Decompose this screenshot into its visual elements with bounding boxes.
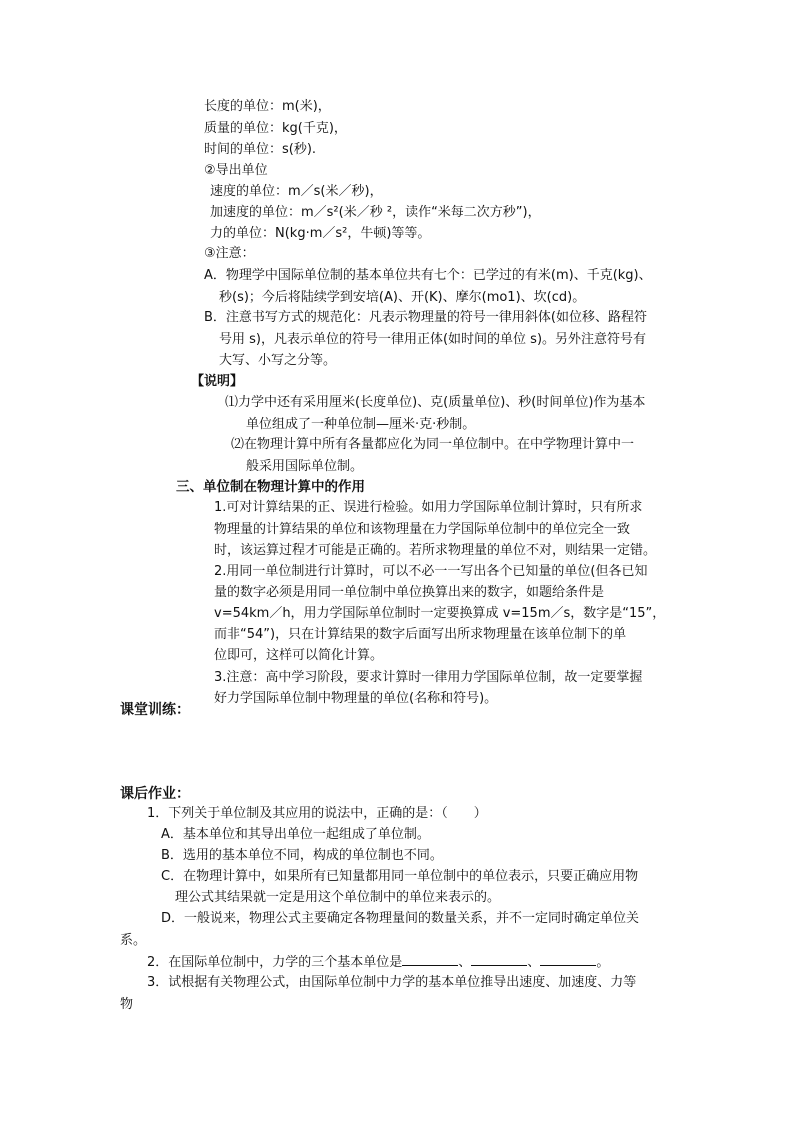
homework-heading: 课后作业： <box>120 786 190 802</box>
answer-blank-1[interactable] <box>402 951 458 966</box>
base-unit-mass: 质量的单位：kg(千克)， <box>204 121 347 136</box>
explain-p2-line2: 般采用国际单位制。 <box>246 459 364 474</box>
answer-blank-3[interactable] <box>540 951 596 966</box>
section3-item2-line1: 2.用同一单位制进行计算时，可以不必一一写出各个已知量的单位(但各已知 <box>214 564 648 579</box>
section3-item2-line2: 量的数字必须是用同一单位制中单位换算出来的数字，如题给条件是 <box>214 585 605 600</box>
homework-q1: 1．下列关于单位制及其应用的说法中，正确的是：（ ） <box>147 806 487 821</box>
derived-unit-force: 力的单位：N(kg·m／s²，牛顿)等等。 <box>210 226 431 241</box>
homework-q1-option-c-line2: 理公式其结果就一定是用这个单位制中的单位来表示的。 <box>175 890 501 905</box>
section3-item1-line3: 时，该运算过程才可能是正确的。若所求物理量的单位不对，则结果一定错。 <box>214 543 657 558</box>
base-unit-time: 时间的单位：s(秒). <box>204 142 317 157</box>
explain-p1-line1: ⑴力学中还有采用厘米(长度单位)、克(质量单位)、秒(时间单位)作为基本 <box>225 395 646 410</box>
derived-unit-acceleration: 加速度的单位：m／s²(米／秒 ²，读作“米每二次方秒”)， <box>210 205 541 220</box>
derived-units-heading: ②导出单位 <box>204 163 268 178</box>
section3-heading: 三、单位制在物理计算中的作用 <box>176 479 365 495</box>
homework-q1-option-a: A．基本单位和其导出单位一起组成了单位制。 <box>161 827 430 842</box>
section3-item2-line4: 而非“54”)，只在计算结果的数字后面写出所求物理量在该单位制下的单 <box>214 627 627 642</box>
homework-q3-line2: 物 <box>120 997 134 1012</box>
explain-p2-line1: ⑵在物理计算中所有各量都应化为同一单位制中。在中学物理计算中一 <box>231 437 635 452</box>
homework-q1-option-c-line1: C．在物理计算中，如果所有已知量都用同一单位制中的单位表示，只要正确应用物 <box>161 869 639 884</box>
homework-q1-option-d-line2: 系。 <box>120 933 147 948</box>
base-unit-length: 长度的单位：m(米)， <box>204 99 331 114</box>
section3-item1-line1: 1.可对计算结果的正、误进行检验。如用力学国际单位制计算时，只有所求 <box>214 500 643 515</box>
homework-q2-separator-1: 、 <box>458 955 472 970</box>
answer-blank-2[interactable] <box>471 951 527 966</box>
section3-item3-line1: 3.注意：高中学习阶段，要求计算时一律用力学国际单位制，故一定要掌握 <box>214 670 643 685</box>
note-a-line2: 秒(s)；今后将陆续学到安培(A)、开(K)、摩尔(mo1)、坎(cd)。 <box>219 290 586 305</box>
homework-q2 <box>147 951 609 973</box>
explain-p1-line2: 单位组成了一种单位制—厘米·克·秒制。 <box>246 417 476 432</box>
derived-unit-velocity: 速度的单位：m／s(米／秒)， <box>210 184 383 199</box>
homework-q2-end: 。 <box>596 955 610 970</box>
homework-q1-option-d-line1: D．一般说来，物理公式主要确定各物理量间的数量关系，并不一定同时确定单位关 <box>161 911 640 926</box>
homework-q1-option-b: B．选用的基本单位不同，构成的单位制也不同。 <box>161 848 443 863</box>
section3-item2-line5: 位即可，这样可以简化计算。 <box>214 648 384 663</box>
note-b-line2: 号用 s)，凡表示单位的符号一律用正体(如时间的单位 s)。另外注意符号有 <box>219 332 647 347</box>
note-b-line1: B．注意书写方式的规范化：凡表示物理量的符号一律用斜体(如位移、路程符 <box>204 310 647 325</box>
section3-item1-line2: 物理量的计算结果的单位和该物理量在力学国际单位制中的单位完全一致 <box>214 522 631 537</box>
homework-q2-text: 2．在国际单位制中，力学的三个基本单位是 <box>147 955 403 970</box>
note-a-line1: A．物理学中国际单位制的基本单位共有七个：已学过的有米(m)、千克(kg)、 <box>204 268 652 283</box>
notes-heading: ③注意： <box>204 246 255 261</box>
homework-q3-line1: 3．试根据有关物理公式，由国际单位制中力学的基本单位推导出速度、加速度、力等 <box>147 975 637 990</box>
section3-item2-line3: v=54km／h，用力学国际单位制时一定要换算成 v=15m／s，数字是“15”， <box>214 606 666 621</box>
homework-q2-separator-2: 、 <box>527 955 541 970</box>
classroom-training-heading: 课堂训练： <box>120 702 190 718</box>
note-b-line3: 大写、小写之分等。 <box>219 353 337 368</box>
explain-heading: 【说明】 <box>191 374 244 389</box>
section3-item3-line2: 好力学国际单位制中物理量的单位(名称和符号)。 <box>214 691 498 706</box>
